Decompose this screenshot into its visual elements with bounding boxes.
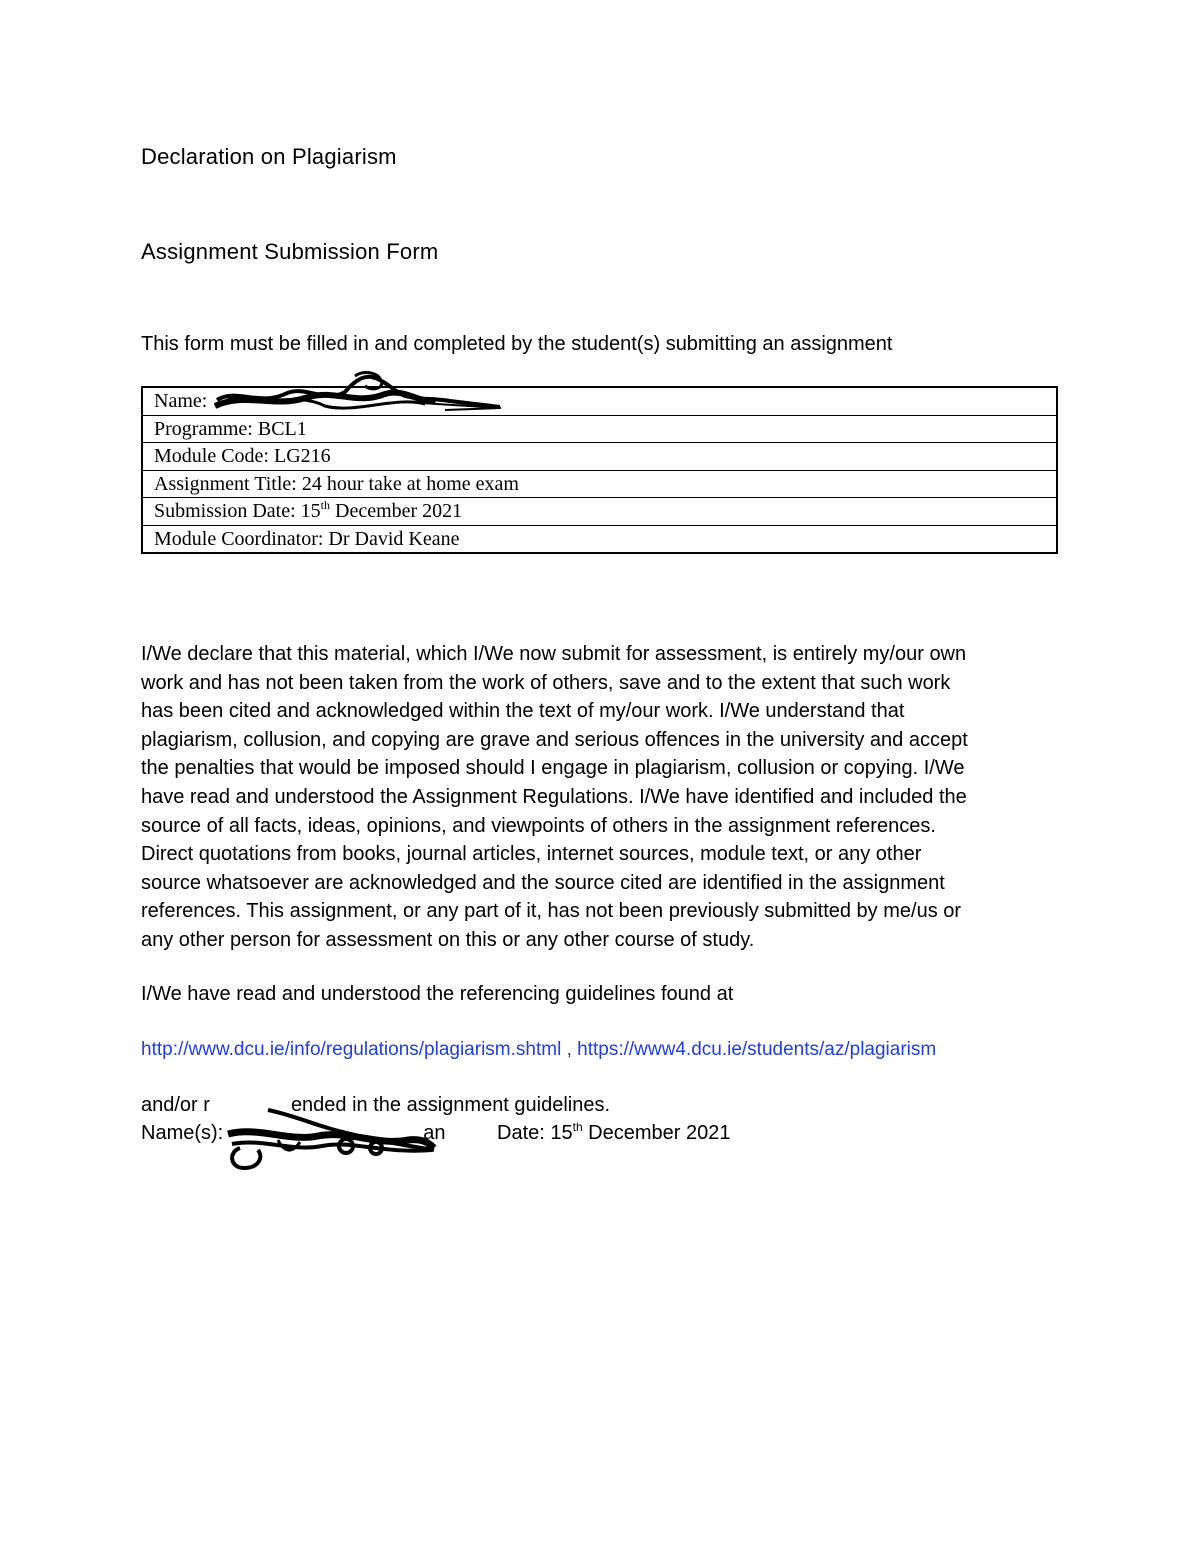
- date-prefix: Date: 15: [497, 1122, 573, 1144]
- names-label: Name(s):: [141, 1122, 224, 1144]
- table-row: [142, 525, 1057, 553]
- submission-details-table: [141, 386, 1058, 554]
- declaration-line: any other person for assessment on this or any other course of study.: [141, 928, 755, 951]
- andor-prefix: and/or r: [141, 1094, 210, 1116]
- declaration-line: the penalties that would be imposed should I engage in plagiarism, collusion or copying. I/We: [141, 757, 965, 780]
- form-subtitle: Assignment Submission Form: [141, 239, 439, 264]
- table-row: [142, 415, 1057, 443]
- names-visible-tail: an: [423, 1122, 446, 1144]
- declaration-line: work and has not been taken from the work of others, save and to the extent that such work: [141, 671, 951, 694]
- table-row: [142, 470, 1057, 498]
- submission-date-cell: [142, 498, 1057, 526]
- date-ordinal: th: [572, 1120, 583, 1134]
- declaration-line: source whatsoever are acknowledged and the source cited are identified in the assignment: [141, 871, 945, 894]
- signature-date: [497, 1122, 731, 1145]
- table-row: [142, 443, 1057, 471]
- referencing-statement: I/We have read and understood the referencing guidelines found at: [141, 983, 734, 1005]
- assignment-title-cell: Assignment Title: 24 hour take at home exam: [142, 470, 1057, 498]
- declaration-line: has been cited and acknowledged within the text of my/our work. I/We understand that: [141, 700, 905, 723]
- table-row: [142, 387, 1057, 415]
- form-instruction: This form must be filled in and completed by the student(s) submitting an assignment: [141, 333, 893, 355]
- module-code-cell: Module Code: LG216: [142, 443, 1057, 471]
- declaration-paragraph: [141, 640, 1061, 955]
- programme-cell: Programme: BCL1: [142, 415, 1057, 443]
- table-row: [142, 498, 1057, 526]
- name-label: Name:: [154, 390, 208, 413]
- link-separator: ,: [561, 1039, 578, 1060]
- students-plagiarism-link[interactable]: https://www4.dcu.ie/students/az/plagiarism: [577, 1039, 937, 1060]
- declaration-line: source of all facts, ideas, opinions, and viewpoints of others in the assignment references.: [141, 814, 936, 837]
- page-title: Declaration on Plagiarism: [141, 144, 397, 169]
- regulations-plagiarism-link[interactable]: http://www.dcu.ie/info/regulations/plagiarism.shtml: [141, 1039, 562, 1060]
- andor-line: [141, 1094, 610, 1117]
- declaration-line: I/We declare that this material, which I/We now submit for assessment, is entirely my/our own: [141, 643, 967, 665]
- names-line: [141, 1122, 445, 1145]
- date-suffix: December 2021: [582, 1122, 731, 1144]
- name-cell: [142, 387, 1057, 415]
- module-coordinator-cell: Module Coordinator: Dr David Keane: [142, 525, 1057, 553]
- submission-date-ordinal: th: [320, 498, 331, 513]
- referencing-links: [141, 1039, 936, 1061]
- submission-date-prefix: Submission Date: 15: [154, 500, 321, 523]
- andor-suffix: ended in the assignment guidelines.: [290, 1094, 611, 1116]
- declaration-line: references. This assignment, or any part of it, has not been previously submitted by me/us or: [141, 900, 962, 923]
- declaration-line: Direct quotations from books, journal articles, internet sources, module text, or any other: [141, 843, 922, 866]
- declaration-line: have read and understood the Assignment Regulations. I/We have identified and included the: [141, 785, 967, 808]
- submission-date-suffix: December 2021: [330, 500, 463, 523]
- declaration-line: plagiarism, collusion, and copying are grave and serious offences in the university and accept: [141, 728, 968, 751]
